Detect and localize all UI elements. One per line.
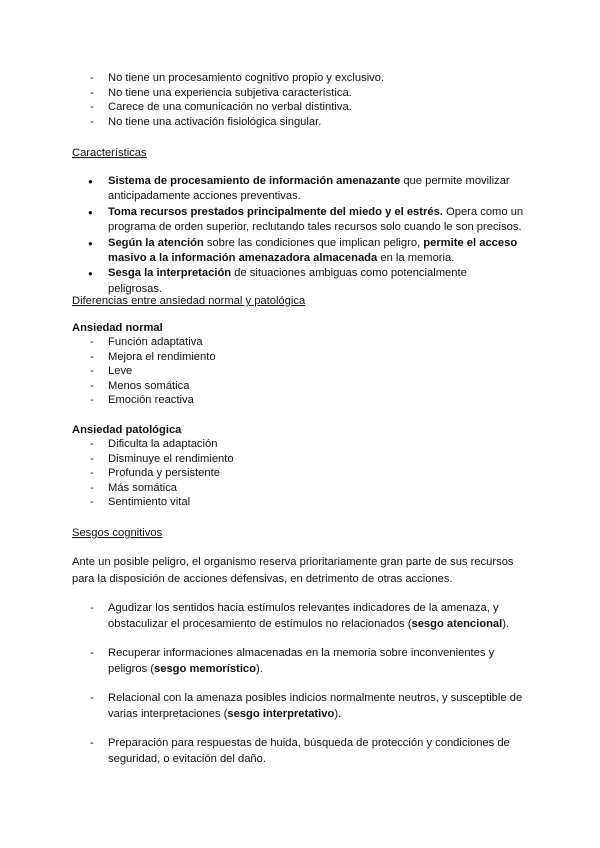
text: Agudizar los sentidos hacia estímulos relevantes indicadores de la amenaza, y obstaculizar el procesamiento de estímulos no relacionados ( xyxy=(108,602,499,630)
text: que permite movilizar anticipadamente acciones preventivas. xyxy=(108,175,510,203)
list-item xyxy=(72,236,524,267)
bold-text: Sistema de procesamiento de información amenazante xyxy=(108,175,401,187)
text: Recuperar informaciones almacenadas en la memoria sobre inconvenientes y peligros ( xyxy=(108,647,495,675)
list-item: - Mejora el rendimiento xyxy=(72,350,524,365)
list-item xyxy=(72,600,524,632)
text: Preparación para respuestas de huida, búsqueda de protección y condiciones de seguridad, o evitación del daño. xyxy=(108,737,510,765)
section-heading-diferencias: Diferencias entre ansiedad normal y patológica xyxy=(72,295,306,307)
text: ). xyxy=(334,708,342,720)
list-item: - Sentimiento vital xyxy=(72,495,524,510)
sesgos-intro-paragraph: Ante un posible peligro, el organismo reserva prioritariamente gran parte de sus recursos para la disposición de acciones defensivas, en detrimento de otras acciones. xyxy=(72,556,514,585)
list-item: - No tiene un procesamiento cognitivo propio y exclusivo. xyxy=(72,71,524,86)
ansiedad-normal-list xyxy=(72,335,524,408)
caracteristicas-list xyxy=(72,174,524,297)
list-item xyxy=(72,205,524,236)
bold-text: sesgo memorístico xyxy=(154,663,256,675)
sesgos-list xyxy=(72,600,524,780)
bold-text: sesgo atencional xyxy=(411,618,503,630)
list-item xyxy=(72,690,524,722)
list-item: - Más somática xyxy=(72,481,524,496)
subheading-ansiedad-patologica: Ansiedad patológica xyxy=(72,424,182,436)
bold-text: Sesga la interpretación xyxy=(108,267,232,280)
list-item: - Profunda y persistente xyxy=(72,466,524,481)
section-heading-caracteristicas: Características xyxy=(72,147,147,159)
bold-text: sesgo interpretativo xyxy=(227,708,335,720)
text: Relacional con la amenaza posibles indicios normalmente neutros, y susceptible de varias interpretaciones ( xyxy=(108,692,523,720)
list-item: - Dificulta la adaptación xyxy=(72,437,524,452)
list-item: - Disminuye el rendimiento xyxy=(72,452,524,467)
bold-text: Toma recursos prestados principalmente del miedo y el estrés. xyxy=(108,205,443,218)
list-item: - No tiene una experiencia subjetiva característica. xyxy=(72,86,524,101)
bold-text: Según la atención xyxy=(108,236,204,249)
list-item: - Carece de una comunicación no verbal distintiva. xyxy=(72,100,524,115)
bold-text: permite el acceso masivo a la información amenazadora almacenada xyxy=(108,236,518,265)
subheading-ansiedad-normal: Ansiedad normal xyxy=(72,322,163,334)
list-item: - Leve xyxy=(72,364,524,379)
list-item: - Función adaptativa xyxy=(72,335,524,350)
text: sobre las condiciones que implican peligro, xyxy=(203,236,424,249)
intro-list xyxy=(72,71,524,129)
list-item: - No tiene una activación fisiológica singular. xyxy=(72,115,524,130)
ansiedad-patologica-list xyxy=(72,437,524,510)
list-item xyxy=(72,266,524,297)
text: en la memoria. xyxy=(377,252,455,265)
text: ). xyxy=(502,618,510,630)
list-item xyxy=(72,174,524,205)
list-item xyxy=(72,645,524,677)
list-item xyxy=(72,735,524,767)
section-heading-sesgos: Sesgos cognitivos xyxy=(72,527,163,539)
text: de situaciones ambiguas como potencialmente peligrosas. xyxy=(108,267,467,295)
list-item: - Menos somática xyxy=(72,379,524,394)
text: ). xyxy=(255,663,263,675)
list-item: - Emoción reactiva xyxy=(72,393,524,408)
text: Opera como un programa de orden superior, reclutando tales recursos solo cuando le son precisos. xyxy=(108,205,524,234)
